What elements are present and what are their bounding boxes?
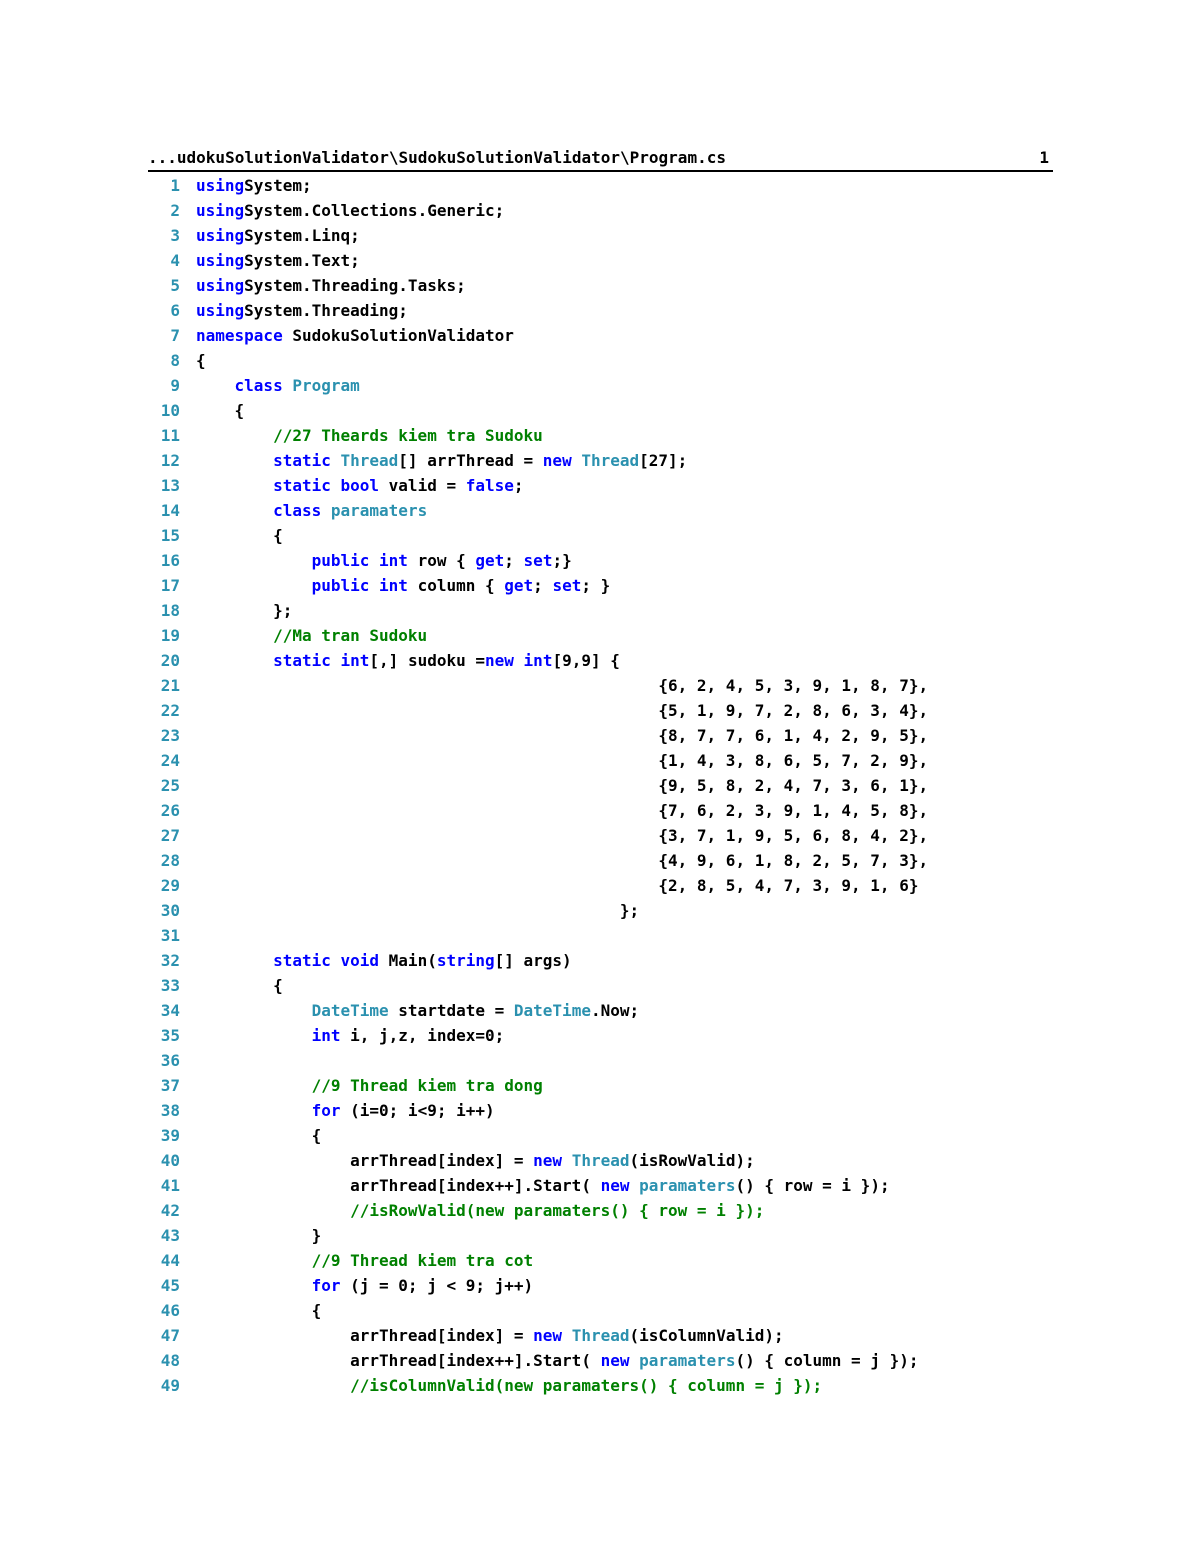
line-number: 1	[170, 176, 180, 195]
line-number: 46	[160, 1301, 180, 1320]
code-token: (i=0; i<9; i++)	[340, 1101, 495, 1120]
code-line	[148, 223, 1053, 248]
code-text	[196, 498, 427, 523]
code-line	[148, 1198, 1053, 1223]
code-token	[196, 426, 273, 445]
line-number: 19	[160, 626, 180, 645]
code-line	[148, 898, 1053, 923]
line-number: 9	[170, 376, 180, 395]
code-line	[148, 298, 1053, 323]
code-text	[196, 1098, 495, 1123]
code-token	[331, 476, 341, 495]
code-text	[196, 823, 928, 848]
line-number: 6	[170, 301, 180, 320]
code-text	[196, 623, 427, 648]
code-listing	[148, 173, 1053, 1398]
code-text	[196, 748, 928, 773]
code-line	[148, 723, 1053, 748]
code-token: {	[196, 351, 206, 370]
code-line	[148, 448, 1053, 473]
code-token: {2, 8, 5, 4, 7, 3, 9, 1, 6}	[196, 876, 919, 895]
code-line	[148, 1098, 1053, 1123]
code-token	[562, 1151, 572, 1170]
keyword-token: class	[273, 501, 322, 520]
page-header	[148, 146, 1053, 172]
code-line	[148, 1373, 1053, 1398]
line-number: 48	[160, 1351, 180, 1370]
keyword-token: int	[340, 651, 370, 670]
code-text	[196, 1223, 321, 1248]
type-token: DateTime	[513, 1001, 591, 1020]
code-token	[331, 651, 341, 670]
keyword-token: public	[311, 551, 370, 570]
line-number: 38	[160, 1101, 180, 1120]
line-number: 40	[160, 1151, 180, 1170]
code-token	[196, 501, 273, 520]
code-token: (j = 0; j < 9; j++)	[340, 1276, 534, 1295]
code-line	[148, 998, 1053, 1023]
code-text	[196, 573, 610, 598]
type-token: Program	[292, 376, 360, 395]
line-number: 26	[160, 801, 180, 820]
line-number: 33	[160, 976, 180, 995]
type-token: paramaters	[639, 1351, 736, 1370]
line-number: 42	[160, 1201, 180, 1220]
code-token: System.Text;	[244, 251, 360, 270]
code-token	[196, 951, 273, 970]
code-token: column {	[407, 576, 505, 595]
code-line	[148, 173, 1053, 198]
line-number: 29	[160, 876, 180, 895]
keyword-token: bool	[340, 476, 380, 495]
code-token: startdate =	[388, 1001, 514, 1020]
code-line	[148, 248, 1053, 273]
keyword-token: int	[379, 551, 408, 570]
line-number: 34	[160, 1001, 180, 1020]
code-text	[196, 1198, 764, 1223]
code-token	[369, 551, 379, 570]
keyword-token: new	[533, 1326, 563, 1345]
line-number: 11	[160, 426, 180, 445]
code-token	[331, 451, 341, 470]
code-line	[148, 398, 1053, 423]
code-line	[148, 648, 1053, 673]
code-token	[629, 1176, 639, 1195]
code-text	[196, 273, 466, 298]
code-token: {9, 5, 8, 2, 4, 7, 3, 6, 1},	[196, 776, 929, 795]
keyword-token: for	[311, 1101, 341, 1120]
code-token: SudokuSolutionValidator	[282, 326, 514, 345]
code-text	[196, 873, 918, 898]
code-text	[196, 198, 504, 223]
comment-token: //27 Theards kiem tra Sudoku	[273, 426, 543, 445]
code-text	[196, 173, 312, 198]
code-token: {6, 2, 4, 5, 3, 9, 1, 8, 7},	[196, 676, 929, 695]
code-token: };	[196, 601, 293, 620]
line-number: 35	[160, 1026, 180, 1045]
code-line	[148, 1123, 1053, 1148]
type-token: Thread	[571, 1151, 630, 1170]
code-token: valid =	[379, 476, 466, 495]
line-number: 47	[160, 1326, 180, 1345]
code-token: arrThread[index++].Start(	[196, 1351, 601, 1370]
line-number: 39	[160, 1126, 180, 1145]
code-token: }	[196, 1226, 322, 1245]
code-token	[562, 1326, 572, 1345]
code-text	[196, 773, 928, 798]
keyword-token: namespace	[196, 326, 283, 345]
code-line	[148, 548, 1053, 573]
code-line	[148, 473, 1053, 498]
code-line	[148, 1223, 1053, 1248]
code-token: [9,9] {	[552, 651, 620, 670]
code-token: {	[196, 1126, 322, 1145]
code-token	[196, 1276, 312, 1295]
code-text	[196, 998, 639, 1023]
keyword-token: static	[273, 651, 331, 670]
code-token	[196, 1251, 312, 1270]
line-number: 45	[160, 1276, 180, 1295]
code-token: {3, 7, 1, 9, 5, 6, 8, 4, 2},	[196, 826, 929, 845]
code-line	[148, 948, 1053, 973]
code-token	[283, 376, 293, 395]
code-text	[196, 523, 283, 548]
keyword-token: void	[340, 951, 380, 970]
code-text	[196, 298, 408, 323]
code-text	[196, 398, 244, 423]
keyword-token: static	[273, 451, 331, 470]
code-line	[148, 798, 1053, 823]
code-token: System.Linq;	[244, 226, 360, 245]
code-token	[196, 1201, 350, 1220]
code-line	[148, 973, 1053, 998]
code-text	[196, 448, 687, 473]
code-token	[196, 1101, 312, 1120]
line-number: 32	[160, 951, 180, 970]
line-number: 12	[160, 451, 180, 470]
code-token: System.Threading.Tasks;	[244, 276, 466, 295]
code-text	[196, 798, 928, 823]
comment-token: //isRowValid(new paramaters() { row = i });	[350, 1201, 765, 1220]
keyword-token: get	[504, 576, 534, 595]
keyword-token: using	[196, 201, 245, 220]
keyword-token: using	[196, 251, 245, 270]
code-token: {4, 9, 6, 1, 8, 2, 5, 7, 3},	[196, 851, 929, 870]
code-line	[148, 773, 1053, 798]
code-token: (isColumnValid);	[629, 1326, 784, 1345]
code-text	[196, 248, 360, 273]
line-number: 43	[160, 1226, 180, 1245]
type-token: paramaters	[330, 501, 428, 520]
code-text	[196, 898, 639, 923]
keyword-token: using	[196, 226, 245, 245]
keyword-token: set	[523, 551, 553, 570]
keyword-token: new	[533, 1151, 563, 1170]
code-text	[196, 973, 283, 998]
file-path: ...udokuSolutionValidator\SudokuSolutionValidator\Program.cs	[148, 148, 726, 167]
code-text	[196, 348, 206, 373]
code-text	[196, 1173, 890, 1198]
code-line	[148, 373, 1053, 398]
code-line	[148, 848, 1053, 873]
code-line	[148, 698, 1053, 723]
code-text	[196, 1148, 755, 1173]
keyword-token: static	[273, 476, 331, 495]
code-token: [] arrThread =	[398, 451, 543, 470]
code-token: {5, 1, 9, 7, 2, 8, 6, 3, 4},	[196, 701, 929, 720]
code-token	[196, 451, 273, 470]
line-number: 10	[160, 401, 180, 420]
line-number: 27	[160, 826, 180, 845]
code-token: ;	[533, 576, 553, 595]
line-number: 16	[160, 551, 180, 570]
code-line	[148, 498, 1053, 523]
code-token: ;}	[552, 551, 572, 570]
code-line	[148, 673, 1053, 698]
line-number: 4	[170, 251, 180, 270]
type-token: Thread	[571, 1326, 630, 1345]
keyword-token: class	[234, 376, 283, 395]
code-line	[148, 598, 1053, 623]
code-token: {8, 7, 7, 6, 1, 4, 2, 9, 5},	[196, 726, 929, 745]
keyword-token: new	[542, 451, 572, 470]
code-text	[196, 1023, 504, 1048]
code-token	[196, 626, 273, 645]
code-line	[148, 1073, 1053, 1098]
keyword-token: for	[311, 1276, 341, 1295]
line-number: 7	[170, 326, 180, 345]
code-token: [27];	[639, 451, 688, 470]
code-token: ; }	[581, 576, 611, 595]
code-token	[196, 1076, 312, 1095]
line-number: 8	[170, 351, 180, 370]
code-token: };	[196, 901, 640, 920]
code-token: ;	[513, 476, 524, 495]
code-line	[148, 823, 1053, 848]
comment-token: //isColumnValid(new paramaters() { column = j });	[350, 1376, 823, 1395]
code-text	[196, 1248, 533, 1273]
code-token: [] args)	[494, 951, 572, 970]
code-token	[196, 1026, 312, 1045]
code-token: {	[196, 1301, 322, 1320]
type-token: Thread	[340, 451, 399, 470]
code-line	[148, 1248, 1053, 1273]
code-token: System.Threading;	[244, 301, 408, 320]
keyword-token: using	[196, 276, 245, 295]
code-token	[514, 651, 524, 670]
line-number: 23	[160, 726, 180, 745]
keyword-token: int	[523, 651, 553, 670]
code-token	[196, 476, 273, 495]
line-number: 31	[160, 926, 180, 945]
code-token	[369, 576, 379, 595]
code-line	[148, 198, 1053, 223]
code-token: {	[196, 401, 245, 420]
code-token: () { row = i });	[735, 1176, 890, 1195]
comment-token: //9 Thread kiem tra cot	[311, 1251, 534, 1270]
code-token	[572, 451, 582, 470]
code-token	[196, 376, 235, 395]
keyword-token: new	[600, 1351, 630, 1370]
keyword-token: set	[552, 576, 582, 595]
comment-token: //Ma tran Sudoku	[273, 626, 428, 645]
code-token: {1, 4, 3, 8, 6, 5, 7, 2, 9},	[196, 751, 929, 770]
code-line	[148, 323, 1053, 348]
code-token: arrThread[index] =	[196, 1151, 534, 1170]
type-token: paramaters	[639, 1176, 736, 1195]
line-number: 15	[160, 526, 180, 545]
code-token: Main(	[379, 951, 437, 970]
keyword-token: string	[436, 951, 495, 970]
comment-token: //9 Thread kiem tra dong	[311, 1076, 543, 1095]
code-token	[331, 951, 341, 970]
line-number: 49	[160, 1376, 180, 1395]
code-line	[148, 923, 1053, 948]
code-token	[629, 1351, 639, 1370]
code-token: arrThread[index] =	[196, 1326, 534, 1345]
keyword-token: false	[465, 476, 514, 495]
code-text	[196, 223, 360, 248]
line-number: 13	[160, 476, 180, 495]
code-text	[196, 698, 928, 723]
code-line	[148, 423, 1053, 448]
type-token: DateTime	[311, 1001, 389, 1020]
code-text	[196, 373, 360, 398]
code-text	[196, 1298, 321, 1323]
line-number: 2	[170, 201, 180, 220]
keyword-token: new	[600, 1176, 630, 1195]
code-line	[148, 1173, 1053, 1198]
keyword-token: using	[196, 301, 245, 320]
keyword-token: int	[311, 1026, 341, 1045]
code-text	[196, 1323, 784, 1348]
code-text	[196, 1123, 321, 1148]
keyword-token: public	[311, 576, 370, 595]
code-line	[148, 1348, 1053, 1373]
line-number: 28	[160, 851, 180, 870]
code-line	[148, 1298, 1053, 1323]
code-line	[148, 1323, 1053, 1348]
line-number: 44	[160, 1251, 180, 1270]
line-number: 25	[160, 776, 180, 795]
line-number: 30	[160, 901, 180, 920]
code-line	[148, 748, 1053, 773]
code-line	[148, 1023, 1053, 1048]
line-number: 14	[160, 501, 180, 520]
code-token: {7, 6, 2, 3, 9, 1, 4, 5, 8},	[196, 801, 929, 820]
keyword-token: using	[196, 176, 245, 195]
code-line	[148, 523, 1053, 548]
code-line	[148, 1048, 1053, 1073]
code-text	[196, 423, 543, 448]
code-token: System.Collections.Generic;	[244, 201, 505, 220]
code-token: [,] sudoku =	[369, 651, 485, 670]
code-text	[196, 648, 620, 673]
code-token: ;	[504, 551, 524, 570]
line-number: 20	[160, 651, 180, 670]
code-line	[148, 348, 1053, 373]
code-token	[196, 576, 312, 595]
code-token	[196, 651, 273, 670]
code-text	[196, 548, 572, 573]
line-number: 18	[160, 601, 180, 620]
line-number: 41	[160, 1176, 180, 1195]
code-line	[148, 273, 1053, 298]
code-token: arrThread[index++].Start(	[196, 1176, 601, 1195]
page-number: 1	[1039, 148, 1049, 167]
code-text	[196, 1373, 822, 1398]
code-line	[148, 873, 1053, 898]
code-token	[321, 501, 331, 520]
code-text	[196, 473, 524, 498]
code-token: row {	[407, 551, 476, 570]
line-number: 37	[160, 1076, 180, 1095]
line-number: 24	[160, 751, 180, 770]
code-token: (isRowValid);	[629, 1151, 755, 1170]
code-token: {	[196, 976, 283, 995]
code-line	[148, 1273, 1053, 1298]
type-token: Thread	[581, 451, 640, 470]
code-token: () { column = j });	[735, 1351, 919, 1370]
code-line	[148, 1148, 1053, 1173]
line-number: 36	[160, 1051, 180, 1070]
code-text	[196, 598, 292, 623]
code-line	[148, 623, 1053, 648]
code-token: {	[196, 526, 283, 545]
keyword-token: int	[379, 576, 408, 595]
line-number: 3	[170, 226, 180, 245]
code-line	[148, 573, 1053, 598]
line-number: 17	[160, 576, 180, 595]
code-text	[196, 673, 928, 698]
line-number: 5	[170, 276, 180, 295]
code-text	[196, 323, 514, 348]
code-text	[196, 1348, 918, 1373]
code-token: i, j,z, index=0;	[340, 1026, 505, 1045]
code-token: .Now;	[590, 1001, 640, 1020]
code-text	[196, 1073, 543, 1098]
code-text	[196, 723, 928, 748]
code-text	[196, 848, 928, 873]
keyword-token: static	[273, 951, 331, 970]
line-number: 21	[160, 676, 180, 695]
keyword-token: new	[485, 651, 514, 670]
code-token: System;	[244, 176, 312, 195]
code-text	[196, 948, 572, 973]
code-token	[196, 1001, 312, 1020]
keyword-token: get	[475, 551, 505, 570]
code-token	[196, 1376, 350, 1395]
code-text	[196, 1273, 533, 1298]
line-number: 22	[160, 701, 180, 720]
code-token	[196, 551, 312, 570]
